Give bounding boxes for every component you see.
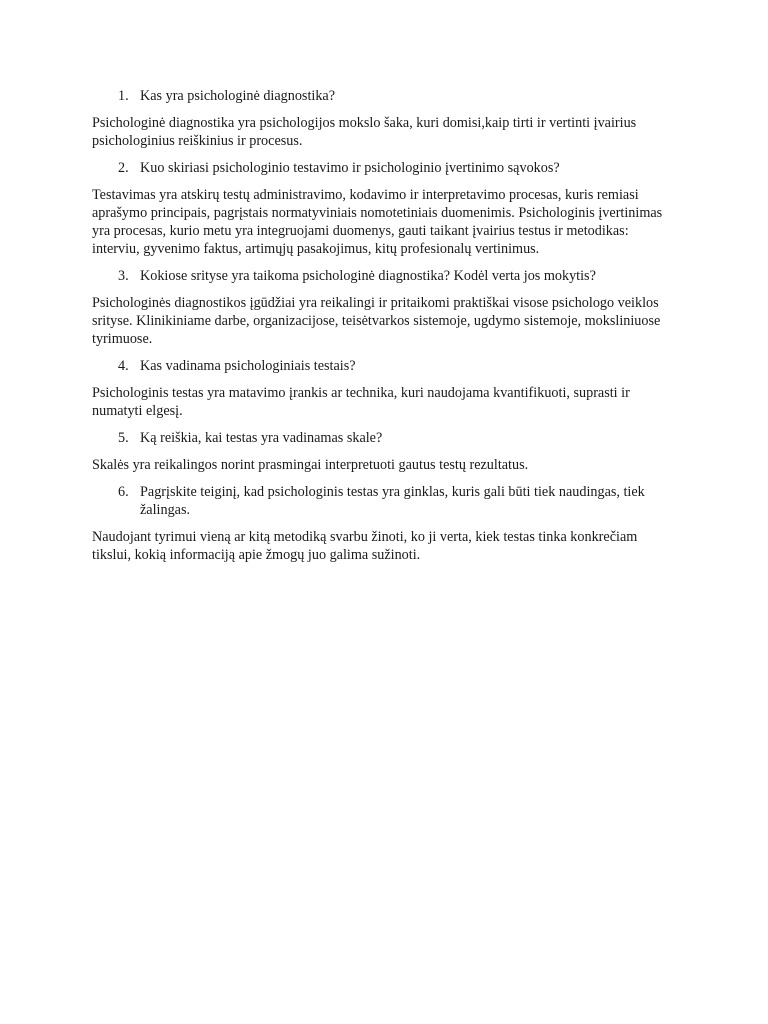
question-number: 5.	[118, 430, 129, 446]
question-text: Kuo skiriasi psichologinio testavimo ir psichologinio įvertinimo sąvokos?	[140, 160, 560, 176]
question-text: Kokiose srityse yra taikoma psichologinė diagnostika? Kodėl verta jos mokytis?	[140, 268, 596, 284]
answer-paragraph: Psichologinės diagnostikos įgūdžiai yra reikalingi ir pritaikomi praktiškai visose psichologo veiklos srityse. Klinikiniame darbe, organizacijose, teisėtvarkos sistemoje, ugdymo sistemoje, moksliniuose tyrimuose.	[92, 295, 661, 347]
document-content	[92, 87, 682, 573]
question-item	[92, 483, 682, 519]
answer-paragraph: Psichologinis testas yra matavimo įrankis ar technika, kuri naudojama kvantifikuoti, suprasti ir numatyti elgesį.	[92, 385, 630, 419]
question-number: 4.	[118, 358, 129, 374]
question-text: Kas yra psichologinė diagnostika?	[140, 88, 336, 104]
question-text: Ką reiškia, kai testas yra vadinamas skale?	[140, 430, 383, 446]
question-item	[92, 267, 682, 285]
question-item	[92, 429, 682, 447]
question-text: Pagrįskite teiginį, kad psichologinis testas yra ginklas, kuris gali būti tiek naudingas, tiek žalingas.	[140, 484, 645, 518]
answer-paragraph: Skalės yra reikalingos norint prasmingai interpretuoti gautus testų rezultatus.	[92, 457, 529, 473]
question-item	[92, 159, 682, 177]
question-number: 6.	[118, 484, 129, 500]
answer-paragraph: Naudojant tyrimui vieną ar kitą metodiką svarbu žinoti, ko ji verta, kiek testas tinka konkrečiam tikslui, kokią informaciją apie žmogų juo galima sužinoti.	[92, 529, 638, 563]
question-number: 2.	[118, 160, 129, 176]
question-text: Kas vadinama psichologiniais testais?	[140, 358, 356, 374]
question-number: 1.	[118, 88, 129, 104]
question-number: 3.	[118, 268, 129, 284]
question-item	[92, 357, 682, 375]
answer-paragraph: Testavimas yra atskirų testų administravimo, kodavimo ir interpretavimo procesas, kuris remiasi aprašymo principais, pagrįstais normatyviniais nomotetiniais duomenimis. Psichologinis įvertinimas yra procesas, kurio metu yra integruojami duomenys, gauti taikant įvairius testus ir metodikas: interviu, gyvenimo faktus, artimųjų pasakojimus, kitų profesionalų vertinimus.	[92, 187, 663, 257]
question-item	[92, 87, 682, 105]
answer-paragraph: Psichologinė diagnostika yra psichologijos mokslo šaka, kuri domisi,kaip tirti ir vertinti įvairius psichologinius reiškinius ir procesus.	[92, 115, 637, 149]
